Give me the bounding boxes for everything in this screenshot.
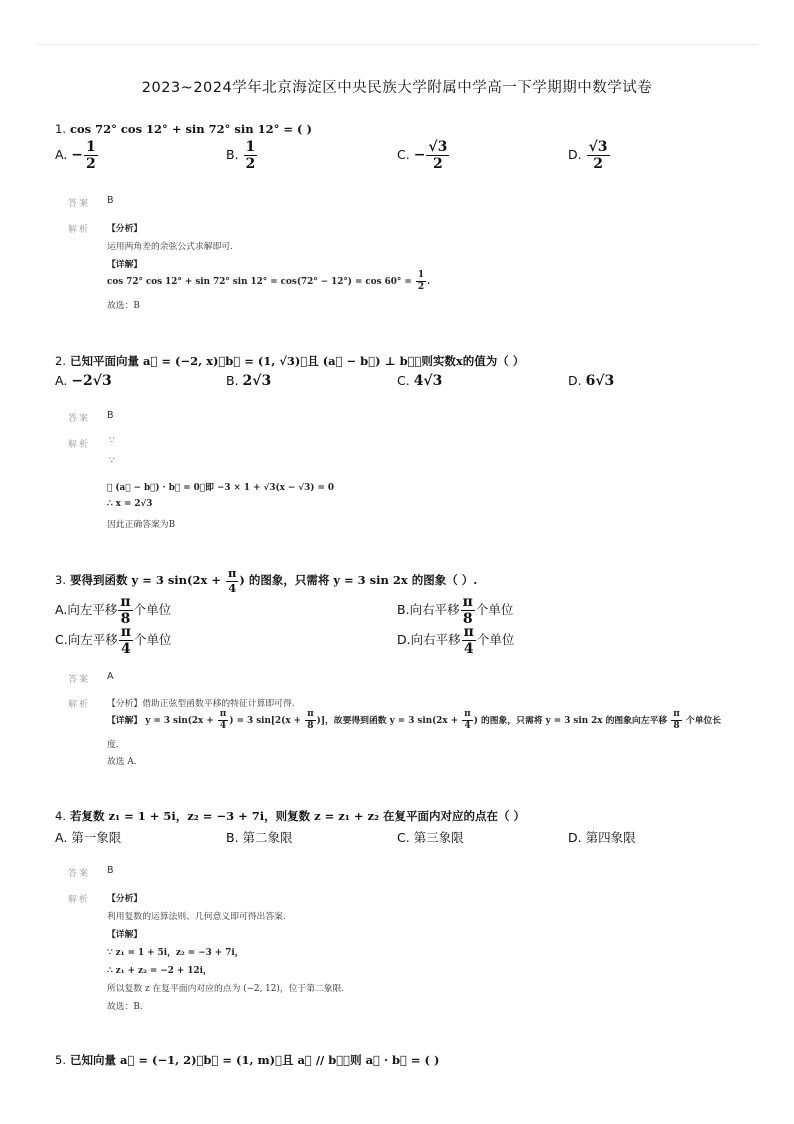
q3-option-b: B.向右平移 $\frac{\pi}{8}$ 个单位	[397, 594, 514, 627]
q2-answer-label: 答案	[68, 414, 91, 424]
q1-analysis-label: 解析	[68, 225, 91, 235]
q1-option-b: B. $\frac{1}{2}$	[226, 139, 256, 172]
q1-expl-3: 【详解】	[107, 260, 143, 270]
question-2-stem: 2. 已知平面向量 a⃗ = (−2, x)，b⃗ = (1, √3)，且 (a⃗ − b⃗) ⊥ b⃗，则实数x的值为（ ）	[55, 354, 525, 368]
q3-expl-2: 【详解】 y = 3 sin(2x + $\frac{\pi}{4}$ ) = 3 sin[2(x + $\frac{\pi}{8}$ )]，故要得到函数 y = 3 sin(2x + $\frac{\pi}{4}$ ) 的图象，只需将 y = 3 sin 2x 的图象向左平移 $\frac{\pi}{8}$ 个单位长	[107, 709, 722, 731]
q3-expl-3: 度.	[107, 740, 119, 750]
q2-option-a: A. −2√3	[55, 373, 112, 389]
question-1-stem: 1. cos 72° cos 12° + sin 72° sin 12° = ( )	[55, 122, 312, 136]
q3-option-c: C.向左平移 $\frac{\pi}{4}$ 个单位	[55, 624, 172, 657]
q2-option-c: C. 4√3	[397, 373, 443, 389]
q4-expl-2: 利用复数的运算法则、几何意义即可得出答案.	[107, 912, 286, 922]
q1-answer: B	[107, 195, 114, 206]
q4-option-a: A. 第一象限	[55, 830, 122, 845]
q1-option-a: A. − $\frac{1}{2}$	[55, 139, 96, 172]
q3-analysis-label: 解析	[68, 700, 91, 710]
q4-expl-1: 【分析】	[107, 894, 143, 904]
q3-answer-label: 答案	[68, 675, 91, 685]
q3-option-d: D.向右平移 $\frac{\pi}{4}$ 个单位	[397, 624, 515, 657]
page-title: 2023~2024学年北京海淀区中央民族大学附属中学高一下学期期中数学试卷	[141, 80, 653, 96]
q1-option-c: C. − $\frac{√3}{2}$	[397, 139, 448, 172]
q1-expl-2: 运用两角差的余弦公式求解即可.	[107, 242, 233, 252]
q3-expl-1: 【分析】借助正弦型函数平移的特征计算即可得.	[107, 699, 295, 709]
q3-option-a: A.向左平移 $\frac{\pi}{8}$ 个单位	[55, 594, 172, 627]
question-5-stem: 5. 已知向量 a⃗ = (−1, 2)，b⃗ = (1, m)，且 a⃗ // b⃗，则 a⃗ · b⃗ = ( )	[55, 1053, 440, 1067]
q4-expl-6: 所以复数 z 在复平面内对应的点为 (−2, 12)，位于第二象限.	[107, 984, 345, 994]
q1-expl-1: 【分析】	[107, 224, 143, 234]
q4-option-b: B. 第二象限	[226, 830, 293, 845]
q3-expl-4: 故选 A.	[107, 757, 137, 767]
q4-answer-label: 答案	[68, 869, 91, 879]
q4-analysis-label: 解析	[68, 895, 91, 905]
q2-expl-3: ∴ (a⃗ − b⃗) · b⃗ = 0，即 −3 × 1 + √3(x − √3) = 0	[107, 483, 335, 493]
q4-option-c: C. 第三象限	[397, 830, 464, 845]
q2-analysis-label: 解析	[68, 440, 91, 450]
q2-option-d: D. 6√3	[568, 373, 615, 389]
question-4-stem: 4. 若复数 z₁ = 1 + 5i，z₂ = −3 + 7i，则复数 z = z₁ + z₂ 在复平面内对应的点在（ ）	[55, 809, 526, 823]
question-3-stem: 3. 要得到函数 y = 3 sin(2x + $\frac{\pi}{4}$ ) 的图象，只需将 y = 3 sin 2x 的图象（ ）.	[55, 566, 478, 595]
q3-answer: A	[107, 671, 114, 682]
q2-expl-1: ∵	[109, 436, 115, 446]
q1-expl-5: 故选：B	[107, 301, 140, 311]
q4-answer: B	[107, 865, 114, 876]
q4-expl-4: ∵ z₁ = 1 + 5i，z₂ = −3 + 7i，	[107, 948, 244, 958]
q2-answer: B	[107, 410, 114, 421]
q1-expl-4: cos 72° cos 12° + sin 72° sin 12° = cos(72° − 12°) = cos 60° = $\frac{1}{2}$ .	[107, 270, 431, 292]
q2-expl-4: ∴ x = 2√3	[107, 499, 153, 509]
top-divider	[38, 44, 756, 45]
q4-option-d: D. 第四象限	[568, 830, 636, 845]
q1-answer-label: 答案	[68, 199, 91, 209]
q2-expl-5: 因此正确答案为B	[107, 520, 176, 530]
q2-expl-2: ∵	[109, 456, 115, 466]
q4-expl-3: 【详解】	[107, 930, 143, 940]
q4-expl-5: ∴ z₁ + z₂ = −2 + 12i，	[107, 966, 212, 976]
q4-expl-7: 故选：B.	[107, 1002, 143, 1012]
q2-option-b: B. 2√3	[226, 373, 272, 389]
q1-option-d: D. $\frac{√3}{2}$	[568, 139, 608, 172]
